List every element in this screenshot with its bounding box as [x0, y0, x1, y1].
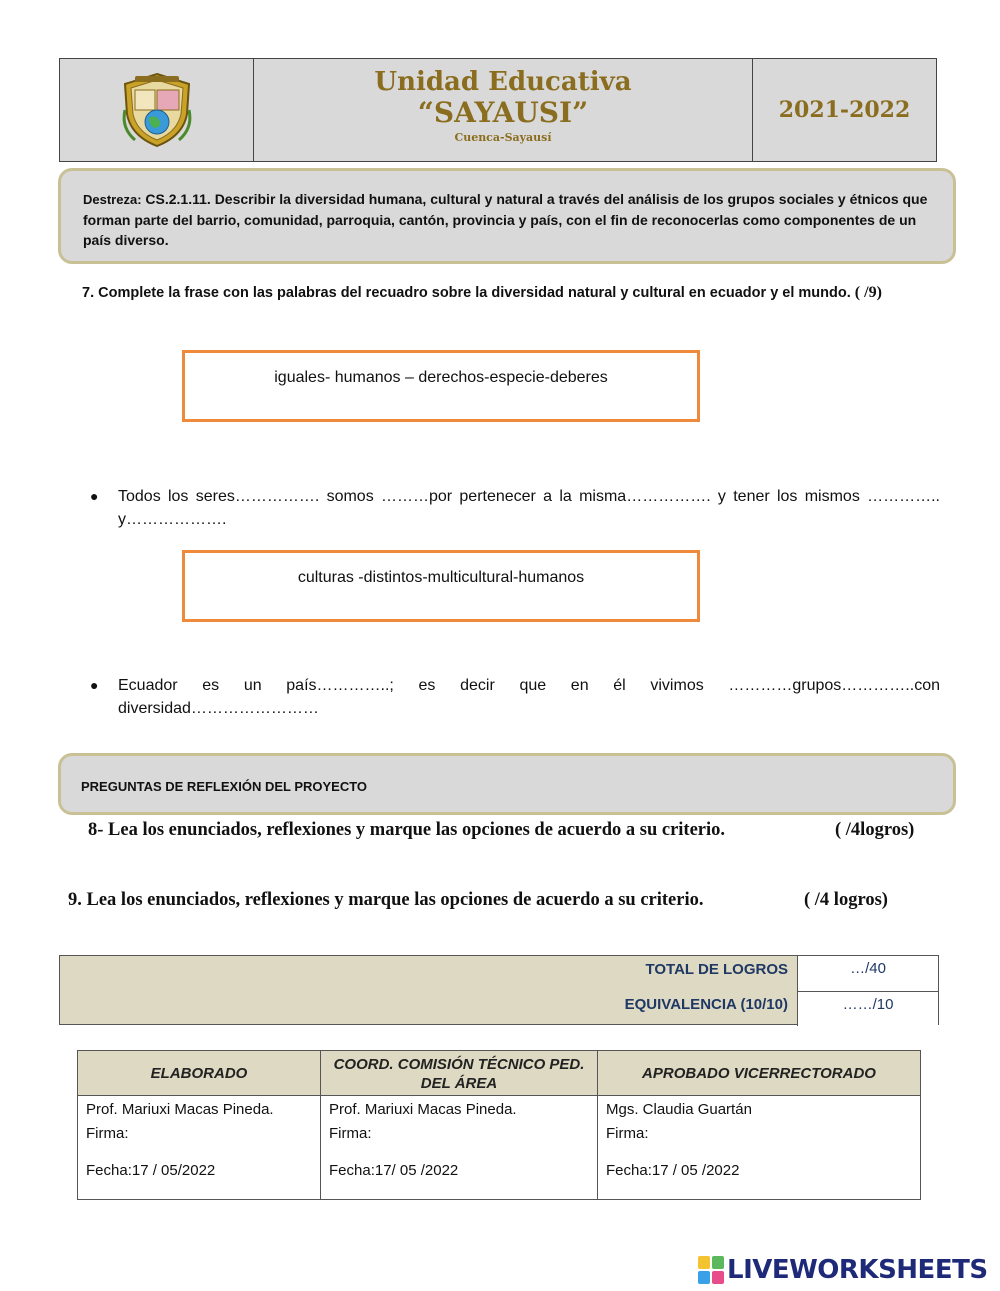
signature-name: Prof. Mariuxi Macas Pineda.	[86, 1101, 274, 1118]
destreza-banner	[58, 168, 956, 264]
logo-square	[712, 1271, 724, 1284]
word-box-1: iguales- humanos – derechos-especie-deberes	[182, 350, 700, 422]
school-name-2: “SAYAUSI”	[417, 96, 589, 129]
question-7-score: ( /9)	[854, 284, 882, 301]
totals-table	[59, 955, 939, 1025]
list-item	[90, 485, 940, 531]
school-name: Unidad Educativa	[374, 67, 632, 97]
school-city: Cuenca-Sayausí	[454, 131, 552, 144]
liveworksheets-watermark	[698, 1255, 988, 1285]
bullet-1-text: Todos los seres……………. somos ………por pertenecer a la misma……………. y tener los mismos ………….. y……………….	[118, 488, 940, 528]
signature-header: APROBADO VICERRECTORADO	[642, 1065, 876, 1082]
list-item	[90, 674, 940, 720]
word-box-2: culturas -distintos-multicultural-humanos	[182, 550, 700, 622]
signature-fecha: Fecha:17 / 05/2022	[86, 1162, 216, 1179]
signature-column-coord	[321, 1051, 598, 1199]
total-value: …/40	[797, 956, 938, 991]
signature-header: COORD. COMISIÓN TÉCNICO PED. DEL ÁREA	[333, 1055, 585, 1092]
question-9-score: ( /4 logros)	[804, 890, 888, 910]
question-9	[68, 890, 918, 911]
signature-header: ELABORADO	[150, 1065, 248, 1082]
watermark-text: LIVEWORKSHEETS	[727, 1255, 988, 1285]
signature-fecha: Fecha:17 / 05 /2022	[606, 1162, 740, 1179]
question-9-text: 9. Lea los enunciados, reflexiones y marque las opciones de acuerdo a su criterio.	[68, 890, 704, 910]
signature-name: Prof. Mariuxi Macas Pineda.	[329, 1101, 517, 1118]
school-title-cell	[254, 59, 753, 161]
signature-fecha: Fecha:17/ 05 /2022	[329, 1162, 459, 1179]
equivalence-label: EQUIVALENCIA (10/10)	[624, 996, 788, 1013]
reflexion-banner: PREGUNTAS DE REFLEXIÓN DEL PROYECTO	[58, 753, 956, 815]
signature-firma: Firma:	[329, 1125, 372, 1142]
destreza-tag: Destreza:	[83, 192, 142, 207]
bullet-2-text: Ecuador es un país…………..; es decir que en él vivimos …………grupos…………..con diversidad……………………	[118, 677, 940, 717]
header-table	[59, 58, 937, 162]
signature-table	[77, 1050, 921, 1200]
liveworksheets-logo-icon	[698, 1256, 724, 1284]
signature-name: Mgs. Claudia Guartán	[606, 1101, 752, 1118]
signature-column-aprobado	[598, 1051, 920, 1199]
logo-cell	[60, 59, 254, 161]
school-crest-icon	[117, 70, 197, 150]
destreza-text: CS.2.1.11. Describir la diversidad humana, cultural y natural a través del análisis de los grupos sociales y étnicos que forman parte del barrio, comunidad, parroquia, cantón, provincia y país, con el fin de reconocerlas como componentes de un país diverso.	[83, 191, 928, 248]
table-row	[60, 991, 938, 1026]
bullet-icon: ●	[90, 677, 99, 693]
logo-square	[698, 1256, 710, 1269]
signature-firma: Firma:	[86, 1125, 129, 1142]
logo-square	[698, 1271, 710, 1284]
bullet-icon: ●	[90, 488, 99, 504]
signature-firma: Firma:	[606, 1125, 649, 1142]
question-8-text: 8- Lea los enunciados, reflexiones y marque las opciones de acuerdo a su criterio.	[88, 820, 726, 840]
total-label: TOTAL DE LOGROS	[645, 961, 788, 978]
question-7	[82, 282, 942, 304]
question-7-text: 7. Complete la frase con las palabras del recuadro sobre la diversidad natural y cultural en ecuador y el mundo.	[82, 285, 851, 301]
logo-square	[712, 1256, 724, 1269]
year-cell	[753, 59, 936, 161]
table-row	[60, 956, 938, 991]
equivalence-value: ……/10	[797, 991, 938, 1026]
question-8-score: ( /4logros)	[835, 820, 915, 840]
question-8	[88, 820, 938, 841]
signature-column-elaborado	[78, 1051, 321, 1199]
school-year: 2021-2022	[778, 97, 911, 123]
